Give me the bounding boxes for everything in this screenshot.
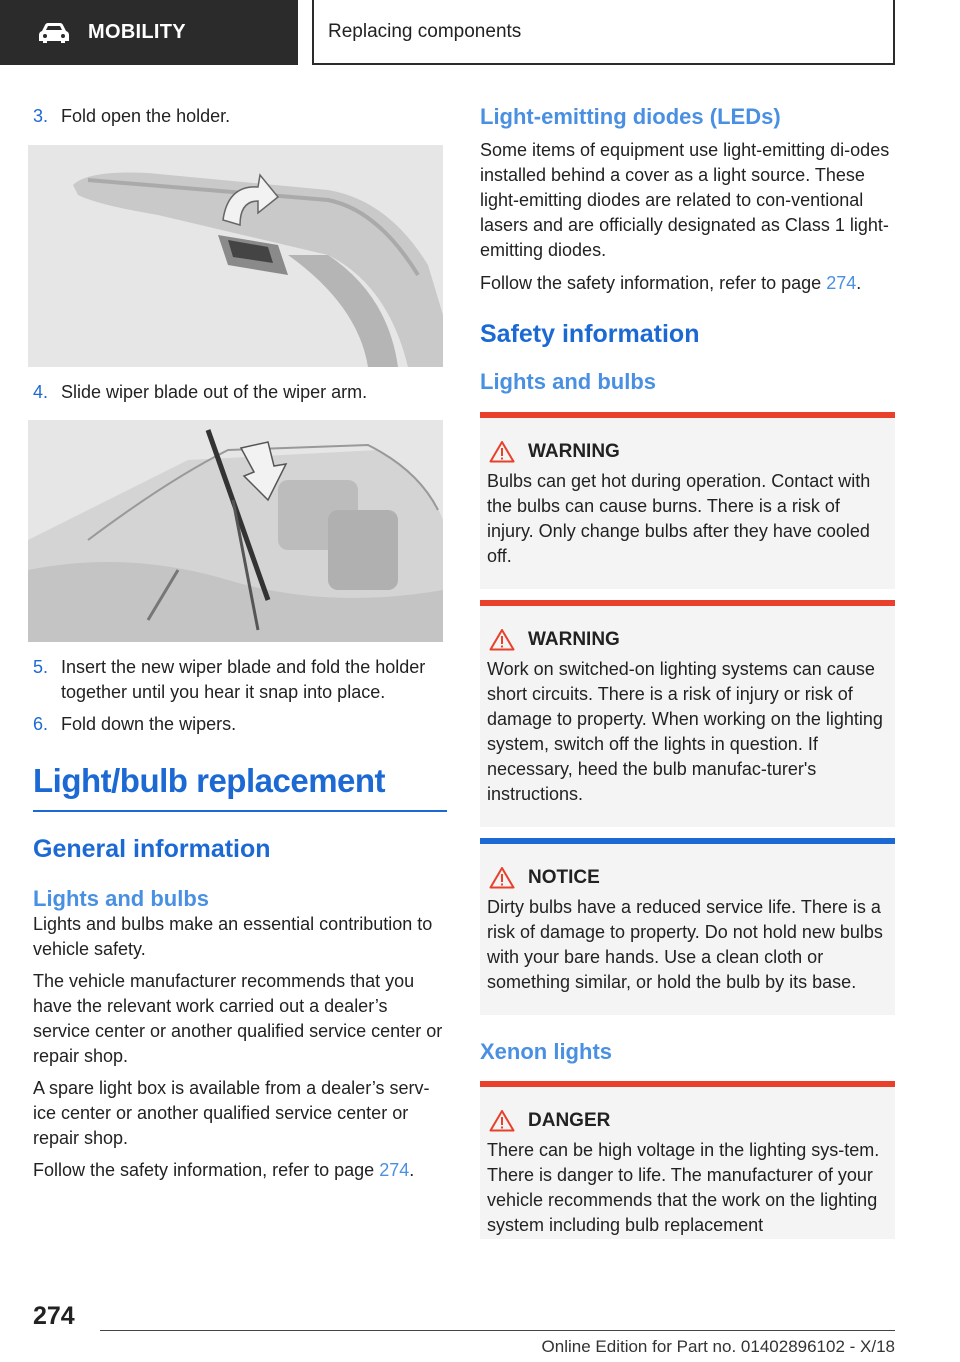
chapter-label: Replacing components <box>328 20 522 42</box>
footer-edition: Online Edition for Part no. 01402896102 - X/18 <box>541 1337 895 1356</box>
warning-text: Bulbs can get hot during operation. Contact with the bulbs can cause burns. There is a risk of injury. Only change bulbs after they have cooled off. <box>487 471 871 566</box>
page-link[interactable]: 274 <box>826 273 857 293</box>
danger-header <box>487 1109 885 1132</box>
xenon-title: Xenon lights <box>480 1039 612 1064</box>
warning-triangle-icon <box>489 628 515 651</box>
step-4 <box>33 380 447 405</box>
chapter-title: Light/bulb replacement <box>33 762 447 812</box>
section-label: MOBILITY <box>88 21 186 43</box>
notice-box <box>480 838 895 1015</box>
warning-label: WARNING <box>528 628 620 650</box>
step-number: 5. <box>33 657 49 677</box>
danger-text: There can be high voltage in the lighting sys‐tem. There is danger to life. The manufacturer of your vehicle recommends that the work on the lighting system including bulb replacement <box>487 1140 880 1235</box>
danger-box <box>480 1081 895 1239</box>
step-number: 4. <box>33 382 49 402</box>
warning-triangle-icon <box>489 440 515 463</box>
page-link[interactable]: 274 <box>379 1160 410 1180</box>
follow-text: Follow the safety information, refer to page <box>480 273 827 293</box>
step-6 <box>33 712 447 737</box>
step-text: Fold down the wipers. <box>61 714 237 734</box>
period: . <box>856 273 862 293</box>
safety-title: Safety information <box>480 320 700 348</box>
paragraph: The vehicle manufacturer recommends that you have the relevant work carried out a dealer’s service center or another qualified service center or repair shop. <box>33 971 443 1066</box>
period: . <box>409 1160 415 1180</box>
step-3 <box>33 104 447 129</box>
danger-triangle-icon <box>489 1109 515 1132</box>
illustration-wiper-holder <box>28 145 443 367</box>
warning-box <box>480 412 895 589</box>
footer-divider <box>100 1330 895 1331</box>
left-column <box>33 104 447 1183</box>
led-follow-paragraph <box>480 271 895 296</box>
warning-header <box>487 440 885 463</box>
paragraph <box>33 1158 447 1183</box>
notice-header <box>487 866 885 889</box>
header-chapter-tab <box>312 0 895 65</box>
paragraph: A spare light box is available from a dealer’s serv‐ice center or another qualified service center or repair shop. <box>33 1078 430 1148</box>
warning-label: WARNING <box>528 440 620 462</box>
step-text: Fold open the holder. <box>61 106 231 126</box>
warning-text: Work on switched-on lighting systems can cause short circuits. There is a risk of injury or risk of damage to property. When working on the lighting system, switch off the lights in question. If necessary, heed the bulb manufac‐turer's instructions. <box>487 659 883 804</box>
led-paragraph: Some items of equipment use light-emitting di‐odes installed behind a cover as a light source. These light-emitting diodes are related to con‐ventional lasers and are officially designated as Class 1 light-emitting diodes. <box>480 140 890 260</box>
lights-subtitle: Lights and bulbs <box>480 369 656 394</box>
right-column <box>480 104 895 1239</box>
car-icon <box>38 22 70 44</box>
step-number: 3. <box>33 106 49 126</box>
subsection-title: Lights and bulbs <box>33 886 209 911</box>
notice-text: Dirty bulbs have a reduced service life. There is a risk of damage to property. Do not hold new bulbs with your bare hands. Use a clean cloth or something similar, or hold the bulb by its base. <box>487 897 883 992</box>
step-text: Insert the new wiper blade and fold the holder together until you hear it snap into place. <box>61 657 426 702</box>
paragraph: Lights and bulbs make an essential contribution to vehicle safety. <box>33 914 433 959</box>
header-section-tab <box>0 0 298 65</box>
notice-triangle-icon <box>489 866 515 889</box>
page-number: 274 <box>33 1302 75 1330</box>
illustration-wiper-slide <box>28 420 443 642</box>
danger-label: DANGER <box>528 1109 611 1131</box>
step-5 <box>33 655 447 705</box>
warning-header <box>487 628 885 651</box>
section-title: General information <box>33 835 271 863</box>
warning-box <box>480 600 895 827</box>
wiper-holder-drawing <box>28 145 443 367</box>
step-number: 6. <box>33 714 49 734</box>
step-text: Slide wiper blade out of the wiper arm. <box>61 382 368 402</box>
wiper-slide-drawing <box>28 420 443 642</box>
follow-text: Follow the safety information, refer to page <box>33 1160 380 1180</box>
led-title: Light-emitting diodes (LEDs) <box>480 104 781 129</box>
notice-label: NOTICE <box>528 866 600 888</box>
